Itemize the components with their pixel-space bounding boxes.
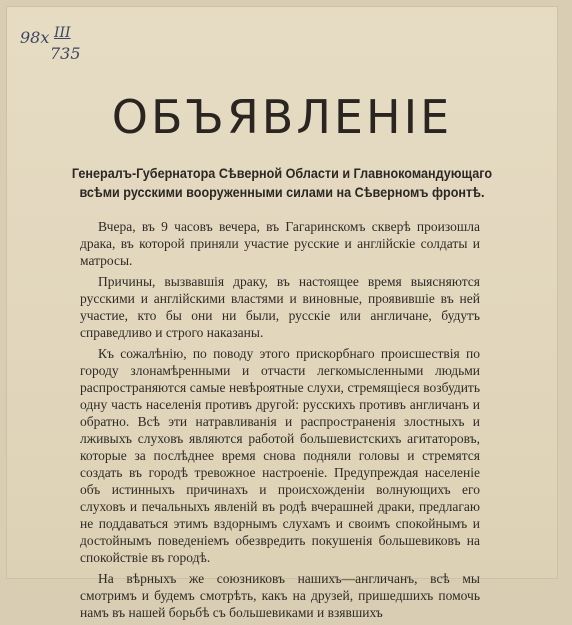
poster-title: ОБЪЯВЛЕНIЕ: [111, 90, 453, 144]
body-paragraph: На вѣрныхъ же союзниковъ нашихъ—англичанъ, всѣ мы смотримъ и будемъ смотрѣть, какъ на друзей, пришедшихъ помочь намъ въ нашей борьбѣ съ большевиками и взявшихъ: [80, 571, 480, 620]
archive-annotation: III: [54, 25, 71, 41]
poster-subtitle: Генералъ-Губернатора Сѣверной Области и Главнокомандующаго всѣми русскими вооруженными силами на Сѣверномъ фронтѣ.: [71, 165, 493, 200]
body-paragraph: Къ сожалѣнію, по поводу этого прискорбнаго происшествія по городу злонамѣренными и отчасти легкомысленными людьми распространяются самые невѣроятные слухи, стремящіеся возбудить одну часть населенія противъ другой: русскихъ противъ англичанъ и обратно. Всѣ эти натравливанія и распространенія злостныхъ и лживыхъ слуховъ являются работой большевистскихъ агитаторовъ, которые за послѣднее время снова подняли головы и стремятся создать въ городѣ тревожное настроеніе. Предупреждая населеніе объ истинныхъ причинахъ и происхожденіи волнующихъ его слуховъ и печальныхъ явленій въ родѣ вчерашней драки, предлагаю не поддаваться этимъ вздорнымъ слухамъ и своимъ спокойнымъ и достойнымъ поведеніемъ обезвредить покушенія большевиковъ на спокойствіе въ городѣ.: [80, 346, 480, 565]
poster-sheet: [6, 6, 558, 620]
archive-annotation: 98х: [20, 28, 50, 47]
body-paragraph: Причины, вызвавшія драку, въ настоящее время выясняются русскими и англійскими властями и виновные, проявившіе въ ней участие, кто бы они ни были, русскіе или англичане, будутъ справедливо и строго наказаны.: [80, 274, 480, 340]
body-paragraph: Вчера, въ 9 часовъ вечера, въ Гагаринскомъ скверѣ произошла драка, въ которой приняли участие русские и англійскіе солдаты и матросы.: [80, 219, 480, 268]
archive-annotation: 735: [50, 44, 81, 63]
poster-body: [80, 218, 480, 625]
